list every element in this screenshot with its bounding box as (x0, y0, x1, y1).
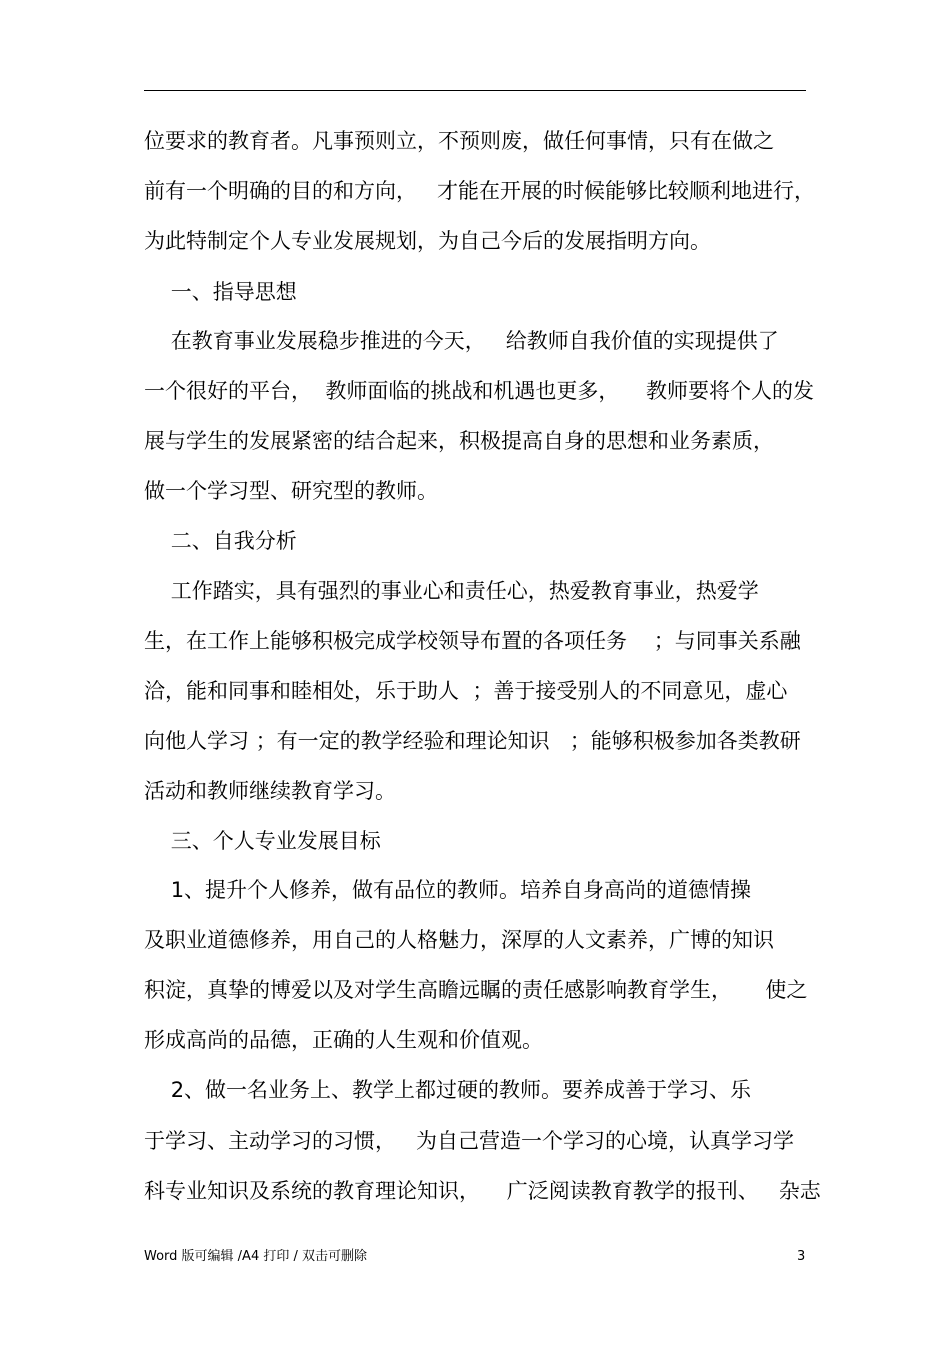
body-line: 向他人学习 ；有一定的教学经验和理论知识 ；能够积极参加各类教研 (144, 729, 801, 753)
body-line: 科专业知识及系统的教育理论知识， 广泛阅读教育教学的报刊、 杂志 (144, 1179, 821, 1203)
body-line: 工作踏实，具有强烈的事业心和责任心，热爱教育事业，热爱学 (144, 579, 759, 603)
body-line: 1、提升个人修养，做有品位的教师。培养自身高尚的道德情操 (144, 878, 752, 902)
body-line: 为此特制定个人专业发展规划，为自己今后的发展指明方向。 (144, 229, 711, 253)
section-heading: 一、指导思想 (144, 280, 297, 304)
body-line: 前有一个明确的目的和方向， 才能在开展的时候能够比较顺利地进行， (144, 179, 816, 203)
body-line: 做一个学习型、研究型的教师。 (144, 479, 438, 503)
section-heading: 三、个人专业发展目标 (144, 829, 381, 853)
body-line: 积淀，真挚的博爱以及对学生高瞻远瞩的责任感影响教育学生， 使之 (144, 978, 808, 1002)
body-line: 在教育事业发展稳步推进的今天， 给教师自我价值的实现提供了 (144, 329, 779, 353)
body-line: 活动和教师继续教育学习。 (144, 779, 396, 803)
body-line: 展与学生的发展紧密的结合起来，积极提高自身的思想和业务素质， (144, 429, 774, 453)
header-rule (144, 90, 806, 91)
section-heading: 二、自我分析 (144, 529, 297, 553)
body-line: 形成高尚的品德，正确的人生观和价值观。 (144, 1028, 543, 1052)
body-line: 生，在工作上能够积极完成学校领导布置的各项任务 ；与同事关系融 (144, 629, 801, 653)
body-line: 2、做一名业务上、教学上都过硬的教师。要养成善于学习、乐 (144, 1078, 752, 1102)
page-number: 3 (797, 1249, 806, 1264)
footer-note: Word 版可编辑 /A4 打印 / 双击可删除 (144, 1249, 367, 1264)
body-line: 洽，能和同事和睦相处，乐于助人 ；善于接受别人的不同意见，虚心 (144, 679, 788, 703)
body-line: 一个很好的平台， 教师面临的挑战和机遇也更多， 教师要将个人的发 (144, 379, 815, 403)
body-line: 于学习、主动学习的习惯， 为自己营造一个学习的心境，认真学习学 (144, 1129, 795, 1153)
body-line: 位要求的教育者。凡事预则立，不预则废，做任何事情，只有在做之 (144, 129, 774, 153)
body-line: 及职业道德修养，用自己的人格魅力，深厚的人文素养，广博的知识 (144, 928, 774, 952)
